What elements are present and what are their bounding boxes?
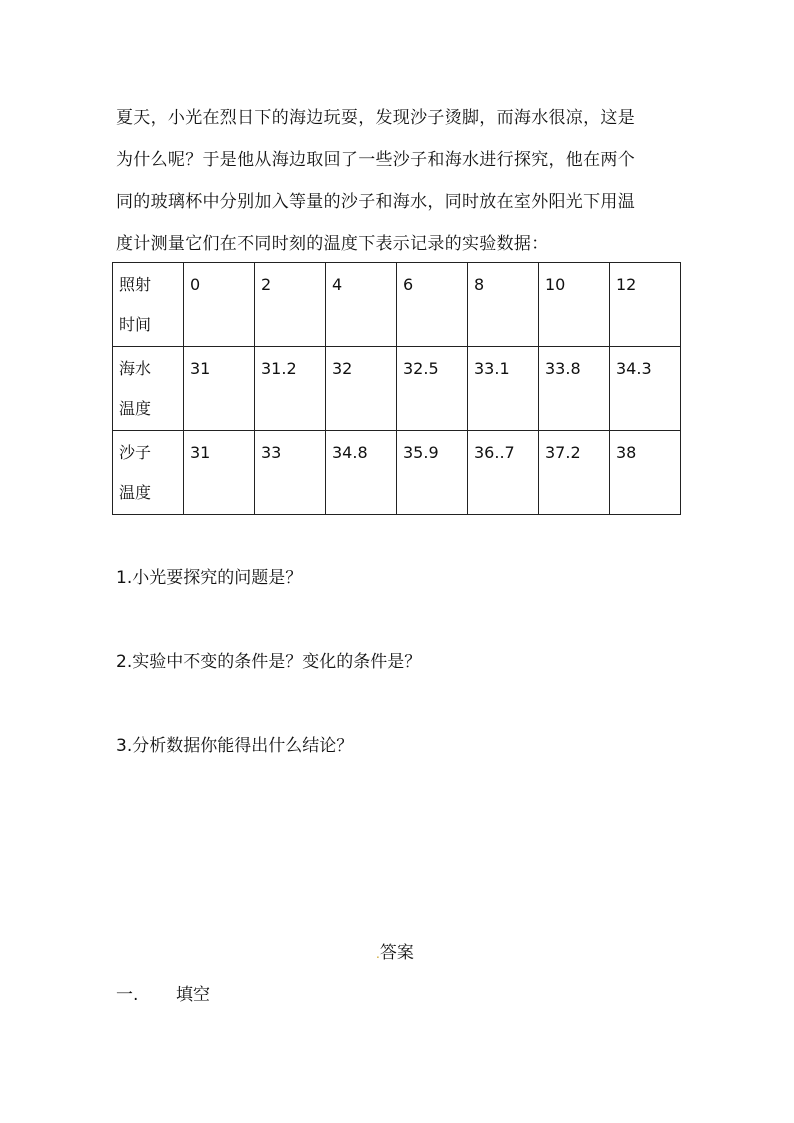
row-label-line: 温度: [119, 399, 152, 418]
question-1: 1.小光要探究的问题是？: [116, 568, 303, 588]
data-table: [112, 262, 681, 515]
intro-line-3: 同的玻璃杯中分别加入等量的沙子和海水，同时放在室外阳光下用温: [116, 192, 635, 212]
row-label-time: [113, 263, 184, 347]
table-cell: 32.5: [397, 347, 468, 431]
table-cell: 37.2: [539, 431, 610, 515]
table-cell: 2: [255, 263, 326, 347]
table-cell: 33.8: [539, 347, 610, 431]
row-label-line: 海水: [119, 359, 152, 378]
table-cell: 32: [326, 347, 397, 431]
table-cell: 0: [184, 263, 255, 347]
table-cell: 38: [610, 431, 681, 515]
intro-line-1: 夏天，小光在烈日下的海边玩耍，发现沙子烫脚，而海水很凉，这是: [116, 108, 635, 128]
table-row-sand: [113, 431, 681, 515]
table-cell: 31: [184, 347, 255, 431]
table-cell: 4: [326, 263, 397, 347]
intro-line-2: 为什么呢？于是他从海边取回了一些沙子和海水进行探究，他在两个: [116, 150, 635, 170]
table-cell: 10: [539, 263, 610, 347]
row-label-line: 沙子: [119, 443, 152, 462]
section-number: 一.: [116, 985, 139, 1005]
table-row-seawater: [113, 347, 681, 431]
table-cell: 33: [255, 431, 326, 515]
row-label-line: 温度: [119, 483, 152, 502]
table-cell: 34.8: [326, 431, 397, 515]
intro-line-4: 度计测量它们在不同时刻的温度下表示记录的实验数据：: [116, 234, 549, 254]
table-cell: 35.9: [397, 431, 468, 515]
section-heading: [116, 985, 210, 1005]
table-cell: 8: [468, 263, 539, 347]
table-cell: 33.1: [468, 347, 539, 431]
table-cell: 31: [184, 431, 255, 515]
answer-heading: [376, 943, 414, 964]
row-label-line: 照射: [119, 275, 152, 294]
answer-heading-text: 答案: [379, 943, 414, 963]
table-cell: 34.3: [610, 347, 681, 431]
section-title: 填空: [176, 985, 210, 1005]
row-label-seawater: [113, 347, 184, 431]
table-cell: 6: [397, 263, 468, 347]
row-label-line: 时间: [119, 315, 152, 334]
table-cell: 36..7: [468, 431, 539, 515]
question-2: 2.实验中不变的条件是？变化的条件是？: [116, 652, 422, 672]
table-cell: 12: [610, 263, 681, 347]
table-row-time: [113, 263, 681, 347]
table-cell: 31.2: [255, 347, 326, 431]
question-3: 3.分析数据你能得出什么结论？: [116, 736, 354, 756]
row-label-sand: [113, 431, 184, 515]
dot-mark-icon: .: [376, 947, 380, 961]
